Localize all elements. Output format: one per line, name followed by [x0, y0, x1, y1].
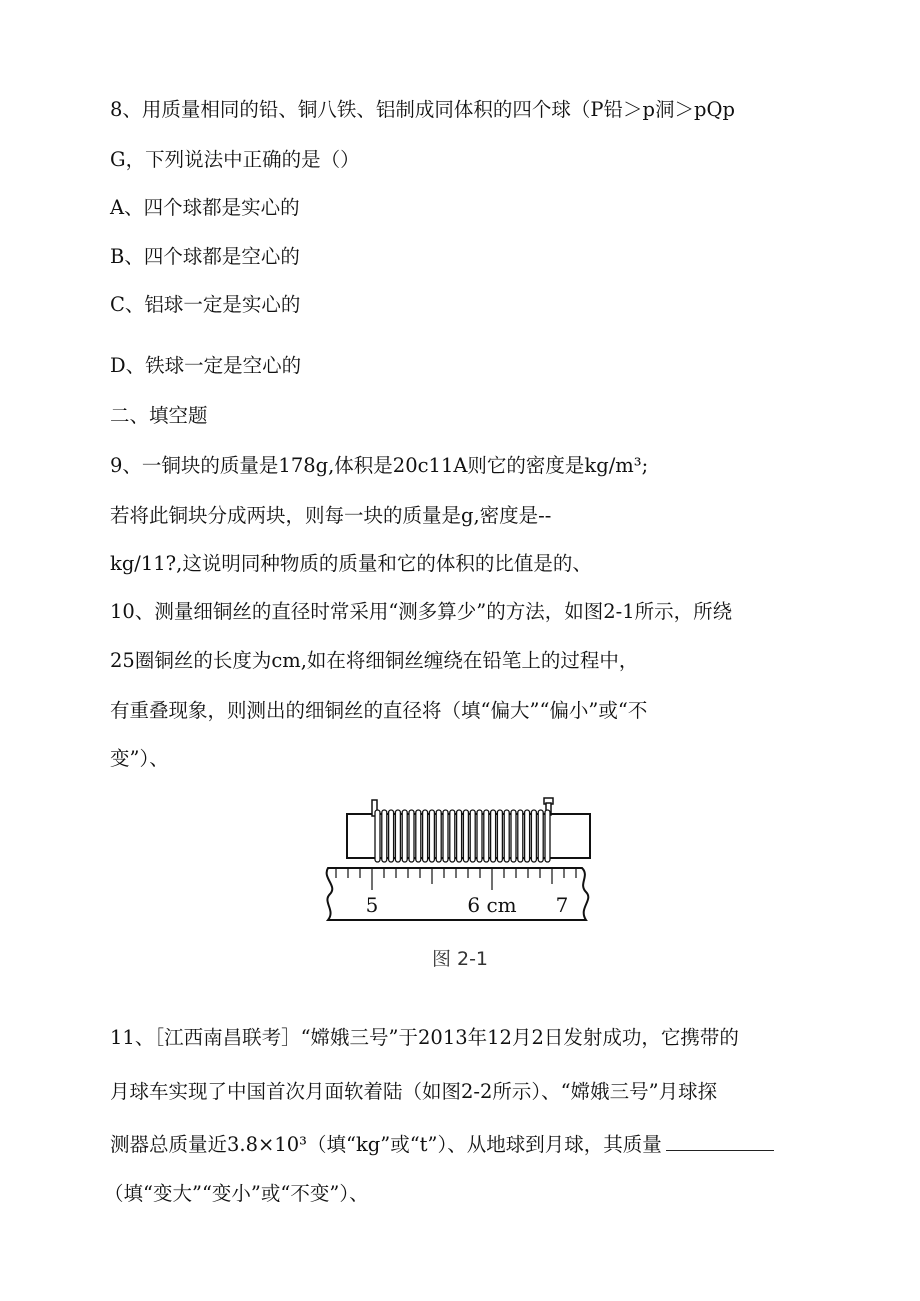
coil-loop: [389, 810, 394, 862]
coil-loop: [497, 810, 502, 862]
coil-loop: [477, 810, 482, 862]
option-a: A、四个球都是实心的: [110, 196, 300, 219]
coil-loop: [504, 810, 509, 862]
coil-loop: [484, 810, 489, 862]
q9-line-2: 若将此铜块分成两块，则每一块的质量是g,密度是--: [110, 504, 552, 527]
coil-loop: [375, 810, 380, 862]
coil-loop: [538, 810, 543, 862]
coil-loop: [382, 810, 387, 862]
option-d: D、铁球一定是空心的: [110, 354, 302, 377]
coil-loop: [525, 810, 530, 862]
q11-line-3: 测器总质量近3.8×10³（填“kg”或“t”）、从地球到月球，其质量: [110, 1133, 662, 1156]
figure-2-1: [320, 790, 600, 930]
q11-line-3-wrap: [110, 1130, 774, 1159]
q9-line-3: kg/11?,这说明同种物质的质量和它的体积的比值是的、: [110, 552, 592, 575]
coil-loop: [457, 810, 462, 862]
coil-loop: [429, 810, 434, 862]
coil-loop: [443, 810, 448, 862]
option-c: C、铝球一定是实心的: [110, 293, 301, 316]
coil-loop: [470, 810, 475, 862]
q11-line-2: 月球车实现了中国首次月面软着陆（如图2-2所示）、“嫦娥三号”月球探: [110, 1080, 718, 1103]
q10-line-4: 变”）、: [110, 747, 169, 770]
tick-label-6: 6 cm: [467, 893, 517, 917]
coil-loop: [395, 810, 400, 862]
tick-label-5: 5: [365, 893, 379, 917]
coil-loop: [416, 810, 421, 862]
coil-loop: [402, 810, 407, 862]
q11-line-1: 11、［江西南昌联考］“嫦娥三号”于2013年12月2日发射成功，它携带的: [110, 1026, 739, 1049]
q11-line-4: （填“变大”“变小”或“不变”）、: [104, 1182, 369, 1205]
coil-loop: [463, 810, 468, 862]
figure-caption: 图 2-1: [431, 948, 489, 970]
coil-loop: [518, 810, 523, 862]
coil-loop: [511, 810, 516, 862]
coil-loop: [491, 810, 496, 862]
coil-loop: [531, 810, 536, 862]
q10-line-1: 10、测量细铜丝的直径时常采用“测多算少”的方法，如图2-1所示，所绕: [110, 600, 733, 623]
coil-loop: [436, 810, 441, 862]
q9-line-1: 9、一铜块的质量是178g,体积是20c11A则它的密度是kg/m³;: [110, 454, 649, 477]
answer-blank[interactable]: [666, 1130, 774, 1151]
q8-line-1: 8、用质量相同的铅、铜八铁、铝制成同体积的四个球（P铅＞p洞＞pQp: [110, 98, 735, 121]
q10-line-2: 25圈铜丝的长度为cm,如在将细铜丝缠绕在铅笔上的过程中，: [110, 649, 639, 672]
coil-loop: [409, 810, 414, 862]
q10-line-3: 有重叠现象，则测出的细铜丝的直径将（填“偏大”“偏小”或“不: [110, 699, 648, 722]
section-title: 二、填空题: [110, 404, 208, 427]
coil-loop: [423, 810, 428, 862]
tick-label-7: 7: [555, 893, 569, 917]
q8-line-2: G，下列说法中正确的是（）: [110, 148, 360, 171]
option-b: B、四个球都是空心的: [110, 245, 300, 268]
coil-loop: [545, 810, 550, 862]
coil-loop: [450, 810, 455, 862]
